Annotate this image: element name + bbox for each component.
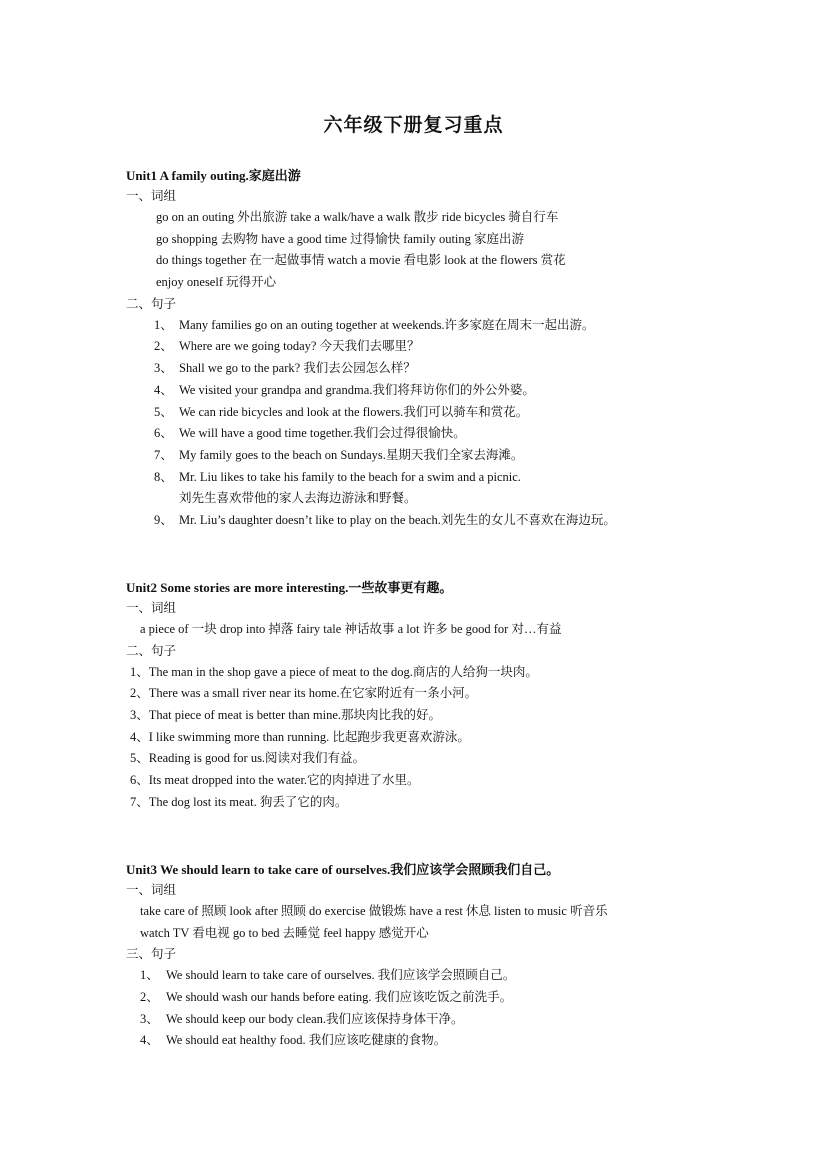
unit3-vocab-line: watch TV 看电视 go to bed 去睡觉 feel happy 感觉开心	[140, 925, 429, 940]
sentence-number: 3、	[140, 1011, 159, 1026]
unit3-vocab-line: take care of 照顾 look after 照顾 do exercise 做锻炼 have a rest 休息 listen to music 听音乐	[140, 904, 608, 918]
sentence-item: 4、I like swimming more than running. 比起跑步我更喜欢游泳。	[130, 729, 470, 744]
sentence-text: Where are we going today? 今天我们去哪里？	[179, 339, 420, 354]
sentence-item	[126, 380, 766, 402]
sentence-text: Many families go on an outing together at weekends.许多家庭在周末一起出游。	[179, 317, 595, 332]
unit1-vocab-line: go on an outing 外出旅游 take a walk/have a walk 散步 ride bicycles 骑自行车	[156, 210, 559, 224]
page-title: 六年级下册复习重点	[323, 115, 504, 136]
unit1-sentence-header: 二、句子	[126, 296, 177, 311]
unit1-vocab-header: 一、词组	[126, 189, 177, 203]
sentence-number: 2、	[154, 339, 173, 354]
sentence-number: 2、	[140, 990, 159, 1005]
unit1-section	[126, 166, 766, 532]
sentence-text: Mr. Liu’s daughter doesn’t like to play on the beach.刘先生的女儿不喜欢在海边玩。	[179, 512, 616, 527]
sentence-item: 3、That piece of meat is better than mine.那块肉比我的好。	[130, 708, 442, 723]
sentence-item	[126, 965, 766, 987]
unit1-heading: Unit1 A family outing.家庭出游	[126, 168, 301, 183]
unit3-vocab-header: 一、词组	[126, 883, 177, 897]
unit1-vocab-line: go shopping 去购物 have a good time 过得愉快 family outing 家庭出游	[156, 231, 525, 246]
sentence-text: Mr. Liu likes to take his family to the beach for a swim and a picnic.	[179, 469, 521, 484]
unit3-sentence-header: 三、句子	[126, 947, 177, 962]
unit1-vocab-line: enjoy oneself 玩得开心	[156, 275, 277, 290]
unit2-heading: Unit2 Some stories are more interesting.一些故事更有趣。	[126, 580, 453, 595]
sentence-item	[126, 315, 766, 337]
sentence-item	[126, 423, 766, 445]
sentence-item	[126, 510, 766, 532]
sentence-text: We should keep our body clean.我们应该保持身体干净。	[166, 1011, 464, 1026]
sentence-text: We will have a good time together.我们会过得很愉快。	[179, 426, 466, 441]
sentence-number: 1、	[154, 317, 173, 332]
sentence-text: We should eat healthy food. 我们应该吃健康的食物。	[166, 1033, 447, 1048]
sentence-item	[126, 358, 766, 380]
sentence-item	[126, 445, 766, 467]
sentence-item	[126, 402, 766, 424]
sentence-number: 5、	[154, 404, 173, 419]
sentence-item: 7、The dog lost its meat. 狗丢了它的肉。	[130, 794, 348, 809]
unit3-section	[126, 860, 766, 1052]
sentence-number: 1、	[140, 968, 159, 983]
sentence-text: My family goes to the beach on Sundays.星期天我们全家去海滩。	[179, 447, 524, 462]
sentence-item	[126, 467, 766, 489]
sentence-number: 8、	[154, 469, 173, 484]
sentence-number: 3、	[154, 361, 173, 376]
sentence-text: We visited your grandpa and grandma.我们将拜访你们的外公外婆。	[179, 382, 535, 397]
sentence-text: We can ride bicycles and look at the flowers.我们可以骑车和赏花。	[179, 404, 529, 419]
sentence-text: 刘先生喜欢带他的家人去海边游泳和野餐。	[179, 491, 417, 506]
unit2-section	[126, 578, 766, 814]
sentence-number: 6、	[154, 426, 173, 441]
sentence-item: 6、Its meat dropped into the water.它的肉掉进了水里。	[130, 773, 420, 788]
sentence-number: 4、	[154, 382, 173, 397]
unit2-vocab-header: 一、词组	[126, 601, 177, 615]
sentence-number: 9、	[154, 512, 173, 527]
sentence-number: 7、	[154, 447, 173, 462]
sentence-continuation	[126, 488, 766, 510]
sentence-item	[126, 1030, 766, 1052]
sentence-number: 4、	[140, 1033, 159, 1048]
sentence-text: We should wash our hands before eating. 我们应该吃饭之前洗手。	[166, 990, 513, 1005]
sentence-text: We should learn to take care of ourselves. 我们应该学会照顾自己。	[166, 968, 516, 983]
sentence-item	[126, 987, 766, 1009]
sentence-text: Shall we go to the park? 我们去公园怎么样？	[179, 361, 416, 376]
unit1-vocab-line: do things together 在一起做事情 watch a movie 看电影 look at the flowers 赏花	[156, 253, 566, 268]
unit3-heading: Unit3 We should learn to take care of ourselves.我们应该学会照顾我们自己。	[126, 862, 560, 877]
sentence-item	[126, 1009, 766, 1031]
unit2-sentence-header: 二、句子	[126, 643, 177, 658]
sentence-item: 1、The man in the shop gave a piece of meat to the dog.商店的人给狗一块肉。	[130, 664, 538, 679]
sentence-item	[126, 336, 766, 358]
unit2-vocab-line: a piece of 一块 drop into 掉落 fairy tale 神话故事 a lot 许多 be good for 对…有益	[140, 622, 562, 636]
sentence-item: 2、There was a small river near its home.在它家附近有一条小河。	[130, 686, 478, 701]
sentence-item: 5、Reading is good for us.阅读对我们有益。	[130, 751, 366, 766]
